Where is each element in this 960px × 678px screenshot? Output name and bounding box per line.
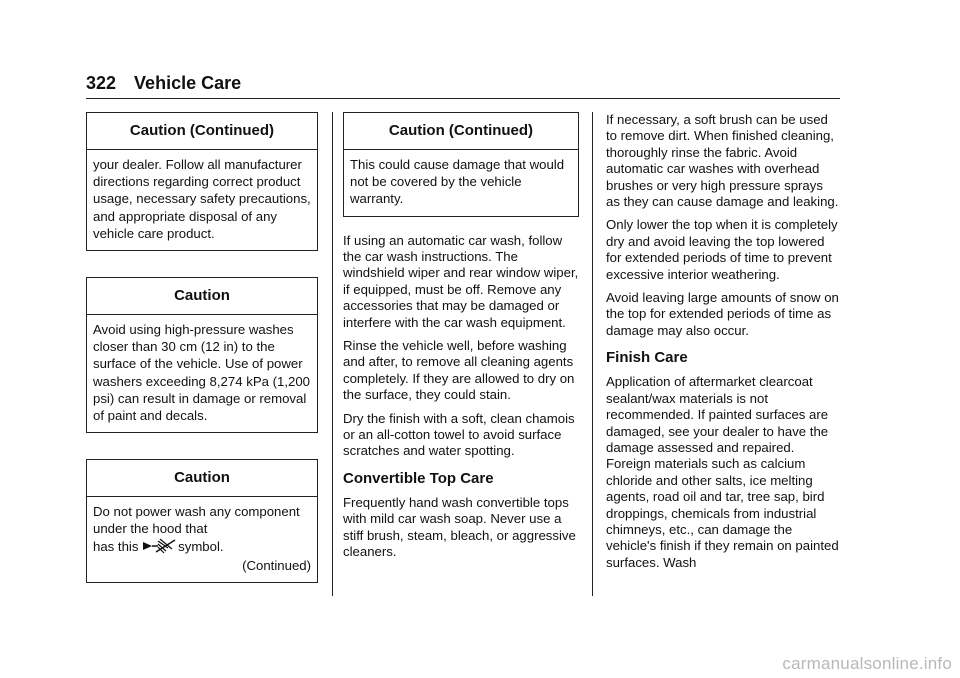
section-title: Vehicle Care <box>134 73 242 93</box>
caution-title: Caution (Continued) <box>344 113 578 150</box>
caution-title: Caution <box>87 460 317 497</box>
column-divider <box>592 112 593 596</box>
paragraph: Only lower the top when it is completely dry and avoid leaving the top lowered for extended periods of time to prevent excessive interior weathering. <box>606 217 838 282</box>
continued-label: (Continued) <box>242 557 311 573</box>
caution-title: Caution (Continued) <box>87 113 317 150</box>
page-header <box>86 72 840 99</box>
section-heading: Finish Care <box>606 349 688 367</box>
caution-body <box>87 497 317 582</box>
caution-text: has this <box>93 538 139 554</box>
paragraph: If necessary, a soft brush can be used to remove dirt. When finished cleaning, thoroughly rinse the fabric. Avoid automatic car washes with overhead brushes or very high pressure sprays as they can cause damage and leaking. <box>606 112 839 210</box>
caution-box-high-pressure <box>86 277 318 433</box>
paragraph: Dry the finish with a soft, clean chamois or an all-cotton towel to avoid surface scratches and water spotting. <box>343 410 575 459</box>
paragraph: Application of aftermarket clearcoat sealant/wax materials is not recommended. If painted surfaces are damaged, see your dealer to have the damage assessed and repaired. Foreign materials such as calcium chloride and other salts, ice melting agents, road oil and tar, tree sap, bird droppings, chemicals from industrial chimneys, etc., can damage the vehicle's finish if they remain on painted surfaces. Wash <box>606 374 839 570</box>
caution-box-continued <box>343 112 579 217</box>
column-divider <box>332 112 333 596</box>
caution-text: Do not power wash any component under the hood that <box>93 504 300 537</box>
paragraph: Avoid leaving large amounts of snow on the top for extended periods of time as damage may also occur. <box>606 290 839 338</box>
caution-box-continued <box>86 112 318 251</box>
power-wash-prohibited-icon <box>142 538 176 554</box>
caution-body: Avoid using high-pressure washes closer than 30 cm (12 in) to the surface of the vehicle. Use of power washers exceeding 8,274 kPa (1,200 psi) can result in damage or removal of paint and decals. <box>93 322 311 424</box>
watermark: carmanualsonline.info <box>782 654 952 673</box>
caution-body: your dealer. Follow all manufacturer directions regarding correct product usage, necessary safety precautions, and appropriate disposal of any vehicle care product. <box>93 157 311 241</box>
caution-box-hood <box>86 459 318 583</box>
caution-body: This could cause damage that would not be covered by the vehicle warranty. <box>350 157 565 207</box>
caution-text: symbol. <box>178 538 224 554</box>
paragraph: Rinse the vehicle well, before washing and after, to remove all cleaning agents completely. If they are allowed to dry on the surface, they could stain. <box>343 338 575 403</box>
page-number: 322 <box>86 73 117 93</box>
column-3 <box>606 112 840 578</box>
caution-title: Caution <box>87 278 317 315</box>
column-2 <box>343 112 579 568</box>
section-heading: Convertible Top Care <box>343 469 494 487</box>
paragraph: If using an automatic car wash, follow the car wash instructions. The windshield wiper and rear window wiper, if equipped, must be off. Remove any accessories that may be damaged or interfere with the car wash equipment. <box>343 232 579 330</box>
paragraph: Frequently hand wash convertible tops with mild car wash soap. Never use a stiff brush, steam, bleach, or aggressive cleaners. <box>343 494 576 560</box>
column-1 <box>86 112 318 609</box>
